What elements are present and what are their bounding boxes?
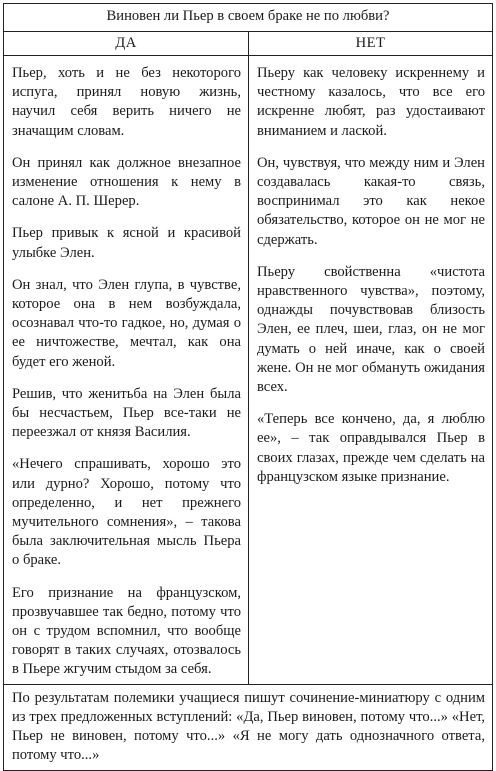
title-row: [4, 4, 493, 32]
table-title: Виновен ли Пьер в своем браке не по любви?: [4, 4, 493, 32]
yes-argument: «Нечего спрашивать, хорошо это или дурно? Хорошо, потому что определенно, и нет прежнего мучительного сомнения», – такова была заключительная мысль Пьера о браке.: [12, 456, 241, 569]
yes-argument: Решив, что женитьба на Элен была бы несчастьем, Пьер все-таки не переезжал от князя Василия.: [12, 385, 241, 441]
arguments-row: [4, 56, 493, 685]
column-header-no: НЕТ: [249, 32, 493, 56]
table-footer-note: По результатам полемики учащиеся пишут сочинение-миниатюру с одним из трех предложенных вступлений: «Да, Пьер виновен, потому что...» «Нет, Пьер не виновен, потому что...» «Я не могу дать однозначного ответа, потому что...»: [4, 684, 493, 770]
yes-argument: Он знал, что Элен глупа, в чувстве, которое она в нем возбуждала, осознавал что-то гадкое, но, думая о ее ничтожестве, мечтал, как она будет его женой.: [12, 276, 241, 370]
no-arguments-cell: [249, 56, 493, 685]
footer-row: [4, 684, 493, 770]
yes-argument: Он принял как должное внезапное изменение отношения к нему в салоне А. П. Шерер.: [12, 154, 241, 210]
no-argument: «Теперь все кончено, да, я люблю ее», – так оправдывался Пьер в своих глазах, прежде чем сделать на французском языке признание.: [257, 411, 485, 485]
no-argument: Пьеру свойственна «чистота нравственного чувства», поэтому, однажды почувствовав близость Элен, ее плеч, шеи, глаз, он не мог думать о ней иначе, как о своей жене. Он не мог обмануть ожидания всех.: [257, 263, 485, 396]
column-header-yes: ДА: [4, 32, 249, 56]
yes-argument: Пьер, хоть и не без некоторого испуга, принял новую жизнь, научил себя верить ничего не значащим словам.: [12, 65, 241, 139]
yes-argument: Пьер привык к ясной и красивой улыбке Элен.: [12, 225, 241, 261]
header-row: [4, 32, 493, 56]
no-argument: Пьеру как человеку искреннему и честному казалось, что все его искренне любят, раз удостаивают вниманием и лаской.: [257, 65, 485, 139]
yes-argument: Его признание на французском, прозвучавшее так бедно, потому что он с трудом вспомнил, что вообще говорят в таких случаях, отозвалось в Пьере жгучим стыдом за себя.: [12, 584, 241, 678]
debate-table: [3, 3, 493, 771]
yes-arguments-cell: [4, 56, 249, 685]
no-argument: Он, чувствуя, что между ним и Элен создавалась какая-то связь, воспринимал это как некое обязательство, которое он не мог не сдержать.: [257, 154, 485, 248]
